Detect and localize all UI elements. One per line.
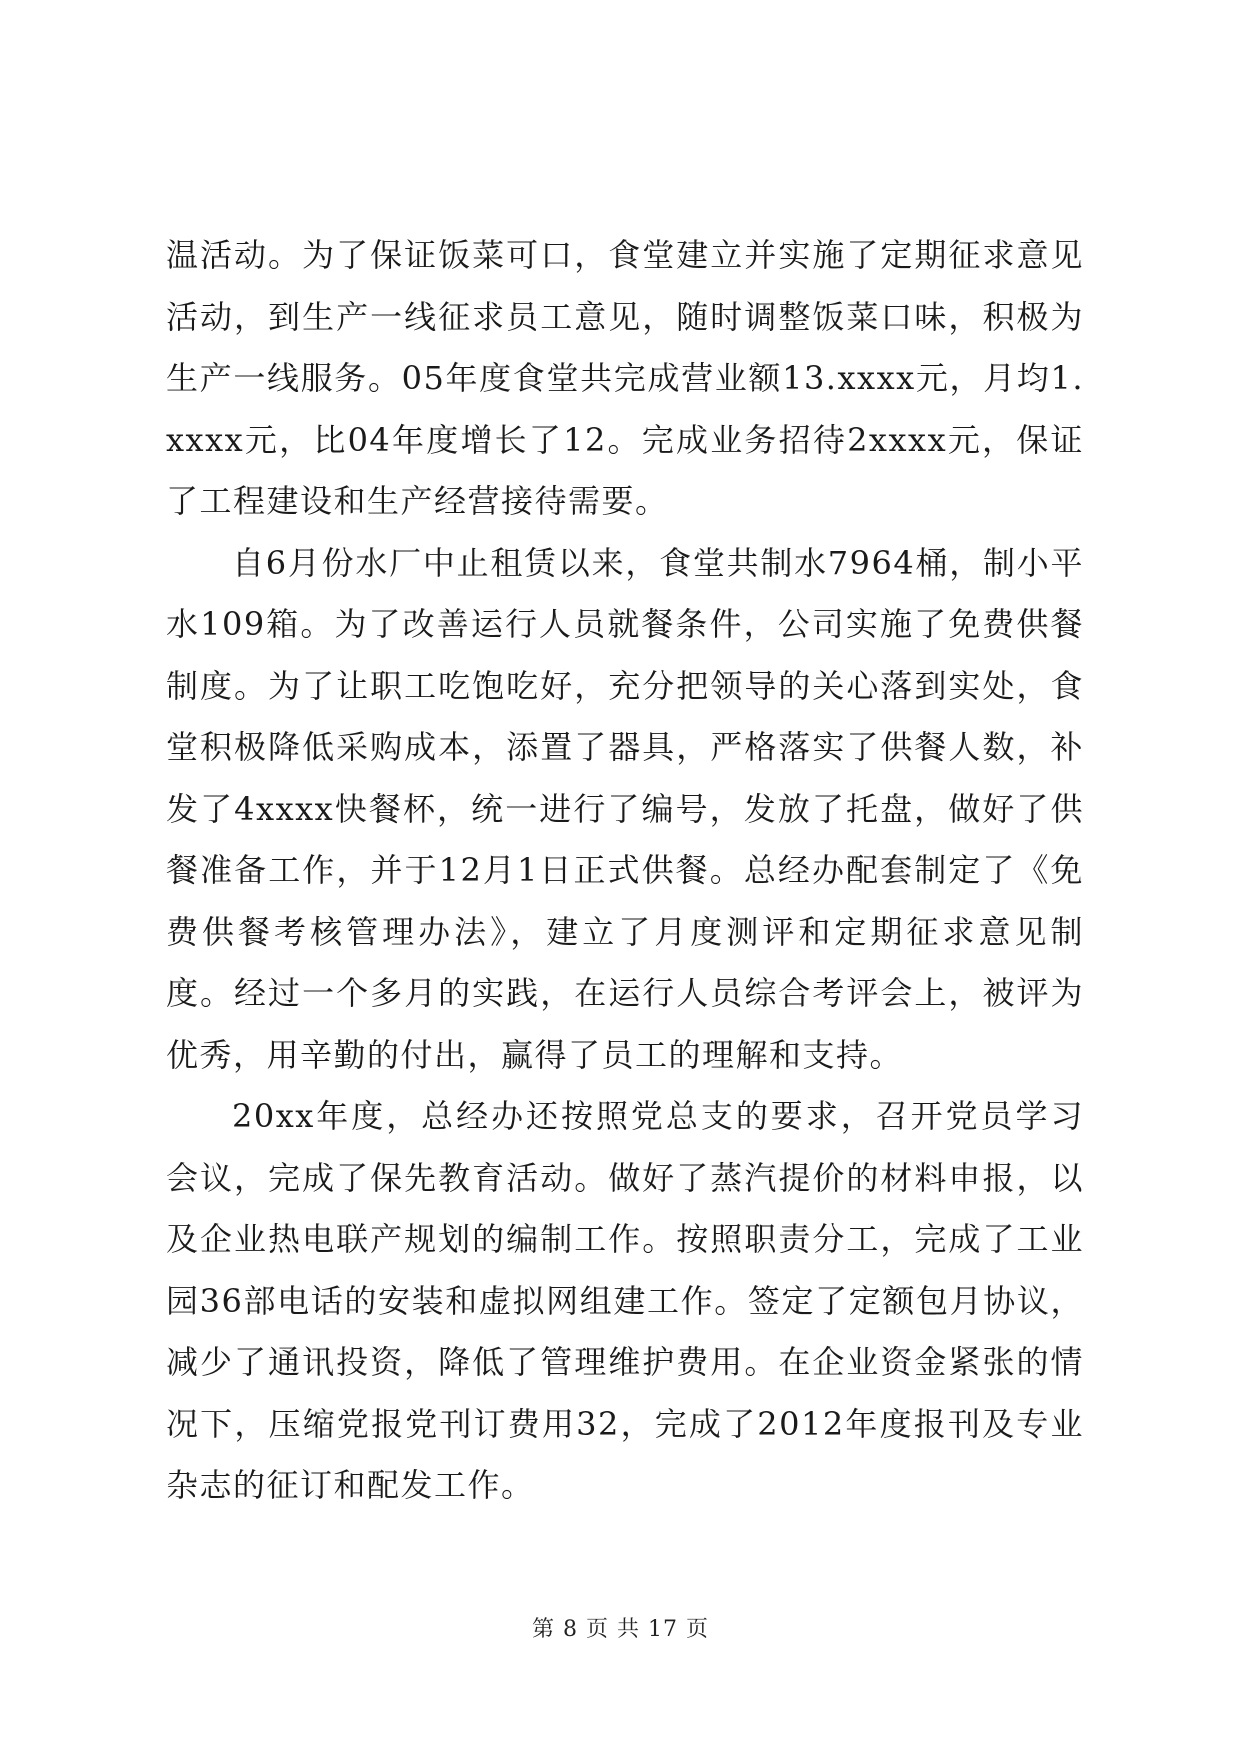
paragraph-party-work: 20xx年度，总经办还按照党总支的要求，召开党员学习会议，完成了保先教育活动。做好了蒸汽提价的材料申报，以及企业热电联产规划的编制工作。按照职责分工，完成了工业园36部电话的安装和虚拟网组建工作。签定了定额包月协议，减少了通讯投资，降低了管理维护费用。在企业资金紧张的情况下，压缩党报党刊订费用32，完成了2012年度报刊及专业杂志的征订和配发工作。 [166,1097,1084,1504]
paragraph-free-meal: 自6月份水厂中止租赁以来，食堂共制水7964桶，制小平水109箱。为了改善运行人员就餐条件，公司实施了免费供餐制度。为了让职工吃饱吃好，充分把领导的关心落到实处，食堂积极降低采购成本，添置了器具，严格落实了供餐人数，补发了4xxxx快餐杯，统一进行了编号，发放了托盘，做好了供餐准备工作，并于12月1日正式供餐。总经办配套制定了《免费供餐考核管理办法》，建立了月度测评和定期征求意见制度。经过一个多月的实践，在运行人员综合考评会上，被评为优秀，用辛勤的付出，赢得了员工的理解和支持。 [166,543,1084,1074]
document-body [166,225,1084,1517]
page-number-footer: 第 8 页 共 17 页 [532,1617,709,1642]
paragraph-canteen-service: 温活动。为了保证饭菜可口，食堂建立并实施了定期征求意见活动，到生产一线征求员工意见，随时调整饭菜口味，积极为生产一线服务。05年度食堂共完成营业额13.xxxx元，月均1.xxxx元，比04年度增长了12。完成业务招待2xxxx元，保证了工程建设和生产经营接待需要。 [166,236,1084,520]
